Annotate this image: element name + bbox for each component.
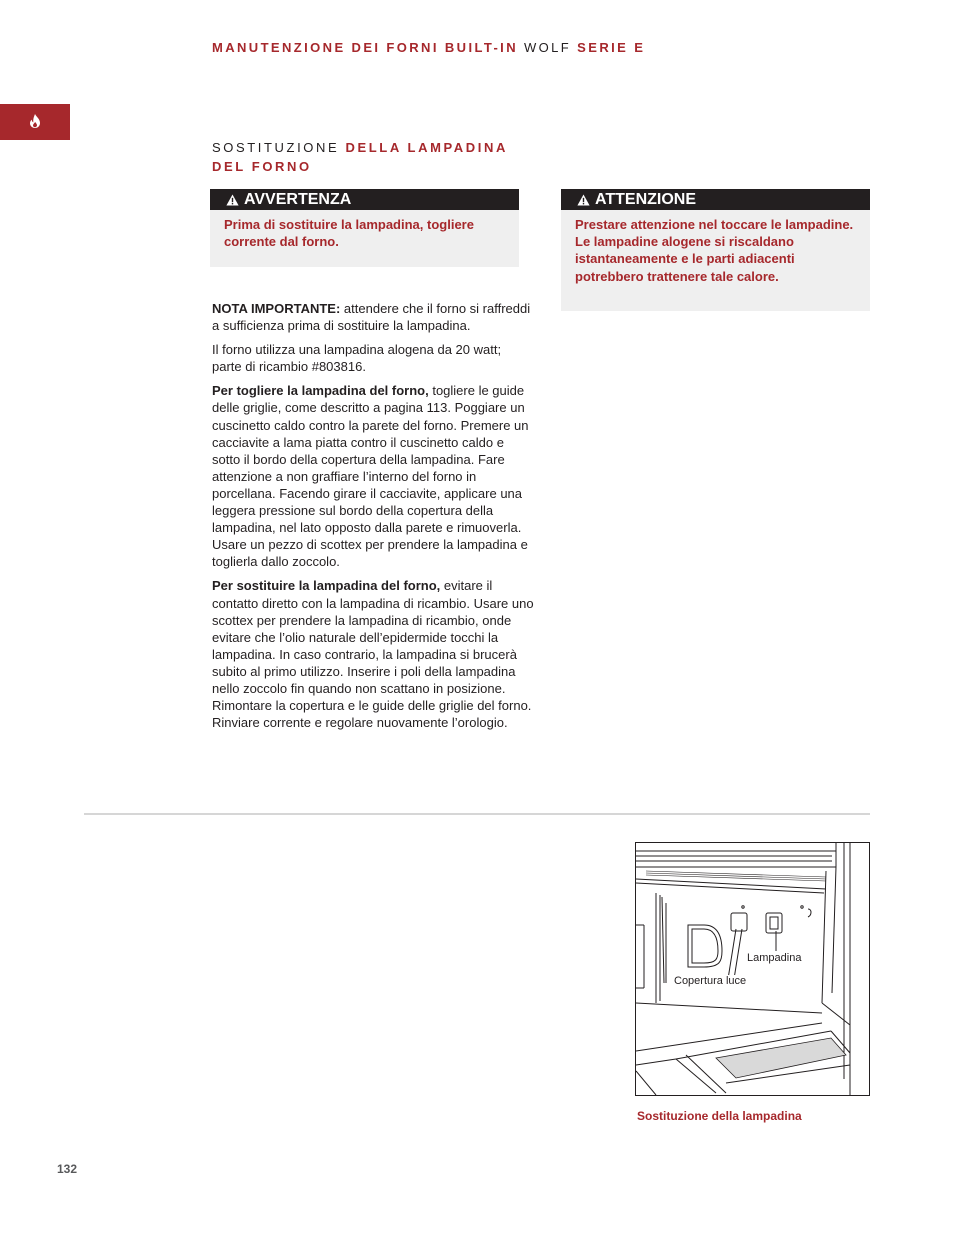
- caution-text: Prestare attenzione nel toccare le lampadine. Le lampadine alogene si riscaldano istantaneamente e le parti adiacenti potrebbero trattenere tale calore.: [575, 217, 854, 284]
- warning-header: [210, 189, 519, 210]
- remove-bulb-text: togliere le guide delle griglie, come descritto a pagina 113. Poggiare un cuscinetto caldo contro la parete del forno. Premere un cacciavite a lama piatta contro il cuscinetto caldo e sotto il bordo della copertura della lampadina. Fare attenzione a non graffiare l’interno del forno in porcellana. Facendo girare il cacciavite, applicare una leggera pressione sul bordo della copertura della lampadina, nel lato opposto dalla parete e rimuoverla. Usare un pezzo di scottex per prendere la lampadina e toglierla dallo zoccolo.: [212, 383, 529, 570]
- section-title-plain: SOSTITUZIONE: [212, 140, 340, 155]
- replace-bulb-paragraph: [212, 577, 534, 731]
- note-paragraph: [212, 300, 534, 334]
- caution-header: [561, 189, 870, 210]
- bulb-spec-paragraph: Il forno utilizza una lampadina alogena da 20 watt; parte di ricambio #803816.: [212, 342, 502, 375]
- section-title-red: DELLA LAMPADINA DEL FORNO: [212, 140, 508, 174]
- oven-illustration: [635, 842, 870, 1096]
- warning-title: AVVERTENZA: [244, 191, 352, 208]
- remove-bulb-paragraph: [212, 382, 534, 570]
- warning-triangle-icon: [226, 194, 239, 206]
- header-brand: WOLF: [524, 40, 572, 55]
- label-bulb: Lampadina: [747, 952, 802, 964]
- caution-title: ATTENZIONE: [595, 191, 697, 208]
- section-divider: [84, 813, 870, 815]
- section-title: [212, 138, 532, 176]
- running-header: [212, 40, 645, 55]
- replace-bulb-label: Per sostituire la lampadina del forno,: [212, 578, 441, 594]
- header-title: MANUTENZIONE DEI FORNI BUILT-IN: [212, 40, 518, 55]
- replace-bulb-text: evitare il contatto diretto con la lampadina di ricambio. Usare uno scottex per prendere la lampadina di ricambio, onde evitare che l’olio naturale dell’epidermide tocchi la lampadina. In caso contrario, la lampadina si brucerà subito al primo utilizzo. Inserire i poli della lampadina nello zoccolo fin quando non scattano in posizione. Rimontare la copertura e le guide delle griglie del forno. Rinviare corrente e regolare nuovamente l’orologio.: [212, 578, 534, 731]
- note-label: NOTA IMPORTANTE:: [212, 301, 341, 316]
- header-series: SERIE E: [577, 40, 646, 55]
- flame-icon: [28, 113, 42, 129]
- oven-interior-drawing: [636, 843, 869, 1095]
- section-tab: [0, 104, 70, 140]
- label-light-cover: Copertura luce: [674, 975, 747, 987]
- body-text: [212, 300, 534, 738]
- figure-caption: Sostituzione della lampadina: [637, 1109, 802, 1123]
- page-number: 132: [57, 1162, 78, 1176]
- note-text: attendere che il forno si raffreddi a sufficienza prima di sostituire la lampadina.: [212, 301, 531, 334]
- warning-box: [210, 189, 519, 267]
- caution-box: [561, 189, 870, 311]
- warning-triangle-icon: [577, 194, 590, 206]
- remove-bulb-label: Per togliere la lampadina del forno,: [212, 383, 429, 399]
- warning-text: Prima di sostituire la lampadina, togliere corrente dal forno.: [224, 217, 474, 250]
